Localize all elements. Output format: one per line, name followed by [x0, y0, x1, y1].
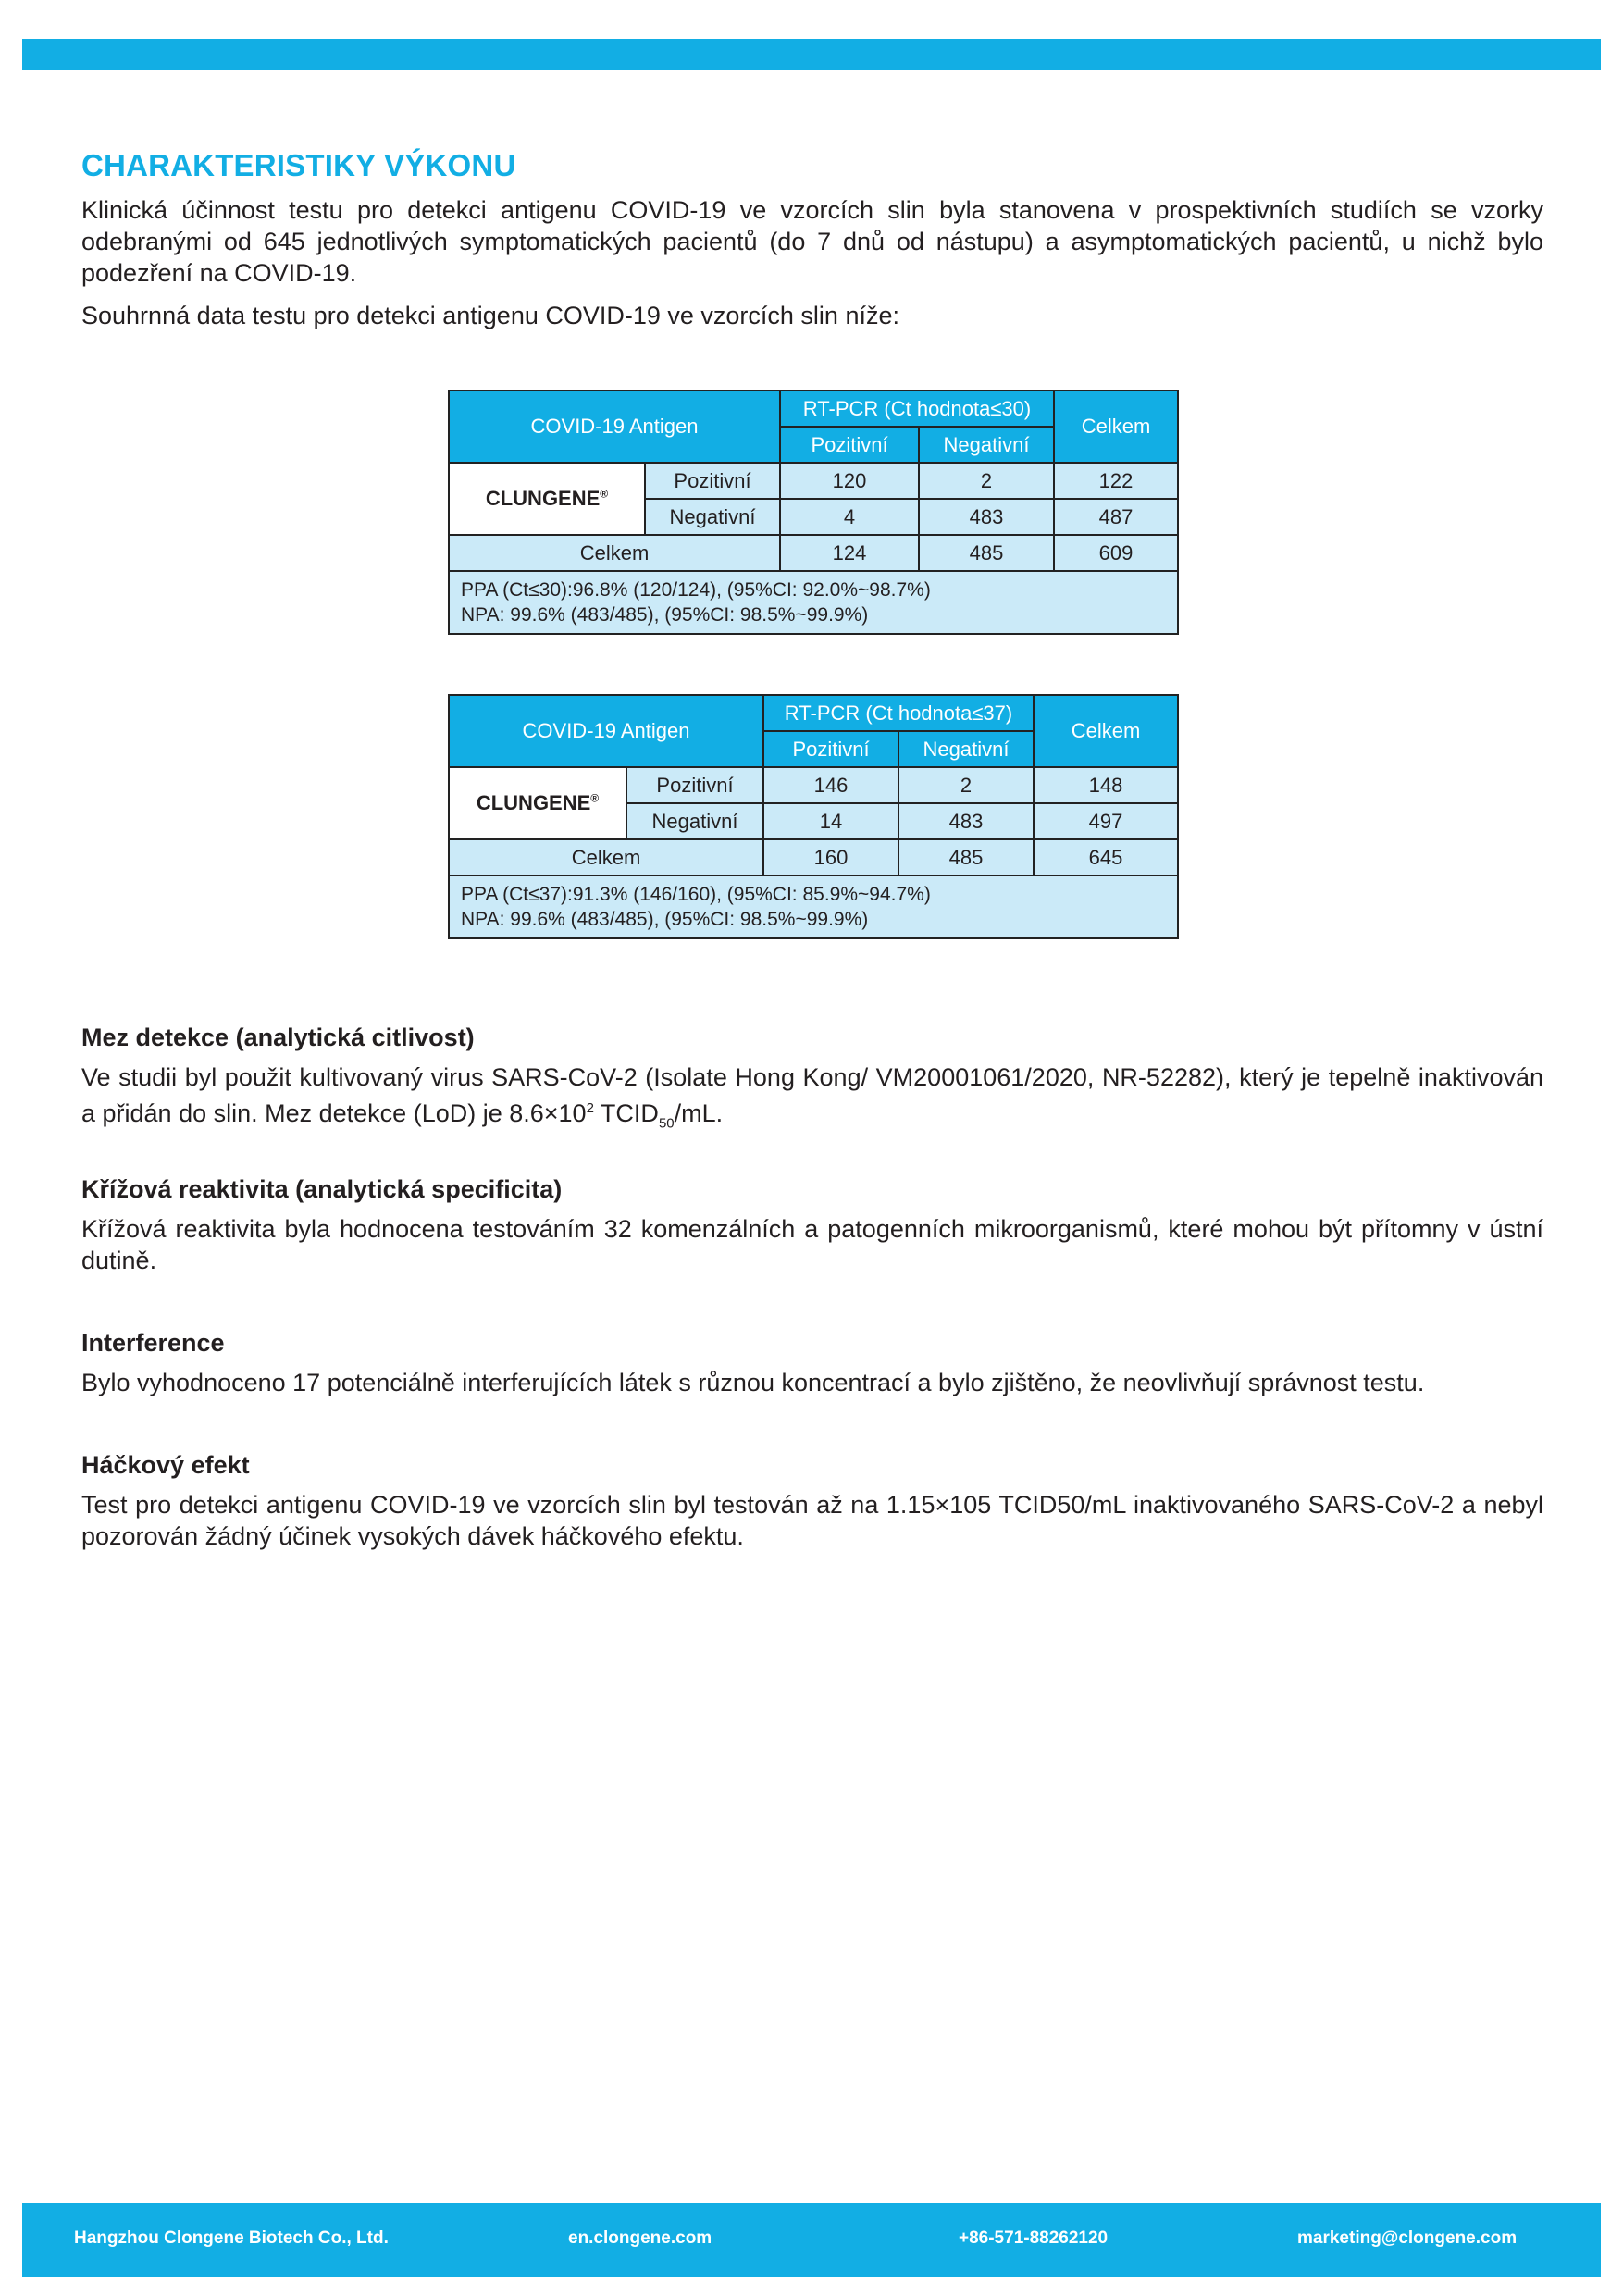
- row-label-total: Celkem: [449, 839, 763, 875]
- brand-cell: [449, 767, 626, 839]
- footer-bar: [22, 2203, 1601, 2277]
- cell-total-pos: 160: [763, 839, 898, 875]
- cell-total-total: 645: [1034, 839, 1178, 875]
- cell-total-neg: 485: [919, 535, 1054, 571]
- negative-col-header: Negativní: [919, 427, 1054, 463]
- lod-unit-suffix: /mL.: [674, 1099, 724, 1127]
- cell-total-pos: 124: [780, 535, 919, 571]
- intro-paragraph: Klinická účinnost testu pro detekci antigenu COVID-19 ve vzorcích slin byla stanovena v prospektivních studiích se vzorky odebranými od 645 jednotlivých symptomatických pacientů (do 7 dnů od nástupu) a asymptomatických pacientů, u nichž bylo podezření na COVID-19.: [81, 196, 1543, 287]
- lod-unit: TCID: [593, 1099, 659, 1127]
- rtpcr-header: RT-PCR (Ct hodnota≤30): [780, 391, 1054, 427]
- npa-line: NPA: 99.6% (483/485), (95%CI: 98.5%~99.9%): [461, 604, 869, 626]
- summary-line: Souhrnná data testu pro detekci antigenu COVID-19 ve vzorcích slin níže:: [81, 302, 899, 329]
- cross-heading: Křížová reaktivita (analytická specificita): [81, 1175, 563, 1203]
- cell-neg-pos: 14: [763, 803, 898, 839]
- cell-pos-neg: 2: [898, 767, 1034, 803]
- page-title: CHARAKTERISTIKY VÝKONU: [81, 148, 516, 182]
- footer-phone: +86-571-88262120: [959, 2228, 1109, 2248]
- row-label-negative: Negativní: [645, 499, 780, 535]
- lod-section: [81, 1024, 1543, 1139]
- lod-exponent: 2: [586, 1100, 594, 1116]
- cell-neg-neg: 483: [898, 803, 1034, 839]
- row-label-positive: Pozitivní: [645, 463, 780, 499]
- rtpcr-header: RT-PCR (Ct hodnota≤37): [763, 695, 1034, 731]
- positive-col-header: Pozitivní: [763, 731, 898, 767]
- brand-name: CLUNGENE: [476, 791, 591, 814]
- footer-website-link[interactable]: en.clongene.com: [568, 2228, 712, 2248]
- cell-total-neg: 485: [898, 839, 1034, 875]
- cell-neg-neg: 483: [919, 499, 1054, 535]
- negative-col-header: Negativní: [898, 731, 1034, 767]
- cross-reactivity-section: [81, 1175, 1543, 1276]
- total-header: Celkem: [1034, 695, 1178, 767]
- cell-pos-total: 148: [1034, 767, 1178, 803]
- interference-paragraph: Bylo vyhodnoceno 17 potenciálně interferujících látek s různou koncentrací a bylo zjištěno, že neovlivňují správnost testu.: [81, 1369, 1425, 1396]
- cell-pos-neg: 2: [919, 463, 1054, 499]
- footer-email-link[interactable]: marketing@clongene.com: [1297, 2228, 1518, 2248]
- brand-name: CLUNGENE: [485, 487, 601, 510]
- ppa-line: PPA (Ct≤37):91.3% (146/160), (95%CI: 85.9%~94.7%): [461, 884, 931, 905]
- brand-cell: [449, 463, 645, 535]
- total-header: Celkem: [1054, 391, 1178, 463]
- lod-subscript: 50: [658, 1115, 675, 1132]
- intro-section: [81, 148, 1543, 331]
- results-table-ct30: [448, 390, 1177, 635]
- cell-total-total: 609: [1054, 535, 1178, 571]
- agreement-summary: [449, 571, 1178, 634]
- lod-heading: Mez detekce (analytická citlivost): [81, 1024, 475, 1051]
- lod-paragraph: [81, 1061, 1543, 1139]
- hook-effect-section: [81, 1451, 1543, 1552]
- row-label-positive: Pozitivní: [626, 767, 763, 803]
- lod-text: Ve studii byl použit kultivovaný virus SARS-CoV-2 (Isolate Hong Kong/ VM20001061/2020, NR-52282), který je tepelně inaktivován a přidán do slin. Mez detekce (LoD) je 8.6×10: [81, 1063, 1543, 1127]
- cell-pos-pos: 146: [763, 767, 898, 803]
- interference-section: [81, 1329, 1543, 1398]
- registered-mark: ®: [600, 487, 609, 501]
- cross-paragraph: Křížová reaktivita byla hodnocena testováním 32 komenzálních a patogenních mikroorganismů, které mohou být přítomny v ústní dutině.: [81, 1215, 1543, 1274]
- registered-mark: ®: [590, 791, 600, 805]
- row-label-negative: Negativní: [626, 803, 763, 839]
- hook-paragraph: Test pro detekci antigenu COVID-19 ve vzorcích slin byl testován až na 1.15×105 TCID50/mL inaktivovaného SARS-CoV-2 a nebyl pozorován žádný účinek vysokých dávek háčkového efektu.: [81, 1491, 1543, 1550]
- cell-neg-total: 487: [1054, 499, 1178, 535]
- cell-neg-pos: 4: [780, 499, 919, 535]
- row-label-total: Celkem: [449, 535, 780, 571]
- cell-neg-total: 497: [1034, 803, 1178, 839]
- ppa-line: PPA (Ct≤30):96.8% (120/124), (95%CI: 92.0%~98.7%): [461, 579, 931, 601]
- header-bar: [22, 39, 1601, 70]
- footer-company: Hangzhou Clongene Biotech Co., Ltd.: [74, 2228, 389, 2248]
- results-table-ct37: [448, 694, 1177, 939]
- hook-heading: Háčkový efekt: [81, 1451, 250, 1479]
- interference-heading: Interference: [81, 1329, 225, 1357]
- table-corner-header: COVID-19 Antigen: [449, 695, 763, 767]
- positive-col-header: Pozitivní: [780, 427, 919, 463]
- table-corner-header: COVID-19 Antigen: [449, 391, 780, 463]
- npa-line: NPA: 99.6% (483/485), (95%CI: 98.5%~99.9%): [461, 909, 869, 930]
- cell-pos-pos: 120: [780, 463, 919, 499]
- cell-pos-total: 122: [1054, 463, 1178, 499]
- agreement-summary: [449, 875, 1178, 938]
